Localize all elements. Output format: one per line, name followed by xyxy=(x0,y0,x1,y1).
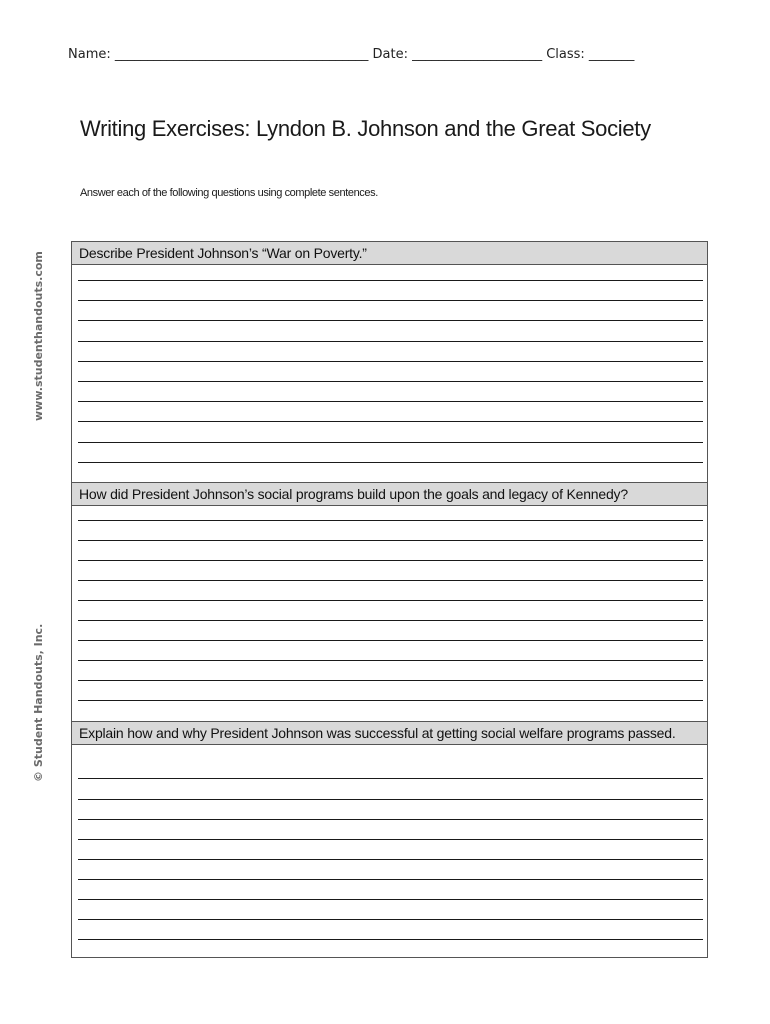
answer-line xyxy=(78,421,703,422)
answer-line xyxy=(78,520,703,521)
copyright-watermark: © Student Handouts, Inc. xyxy=(32,623,45,782)
answer-line xyxy=(78,560,703,561)
answer-line xyxy=(78,600,703,601)
answer-line xyxy=(78,620,703,621)
answer-line xyxy=(78,839,703,840)
answer-line xyxy=(78,660,703,661)
answer-line xyxy=(78,640,703,641)
answer-line xyxy=(78,700,703,701)
answer-line xyxy=(78,580,703,581)
answer-line xyxy=(78,401,703,402)
question-section-2 xyxy=(72,482,707,721)
answer-line xyxy=(78,300,703,301)
question-2-prompt: How did President Johnson’s social programs build upon the goals and legacy of Kennedy? xyxy=(72,482,707,506)
question-1-prompt: Describe President Johnson’s “War on Poverty.” xyxy=(72,242,707,265)
page-title: Writing Exercises: Lyndon B. Johnson and the Great Society xyxy=(80,116,651,141)
answer-line xyxy=(78,462,703,463)
instructions: Answer each of the following questions using complete sentences. xyxy=(80,187,378,199)
answer-line xyxy=(78,341,703,342)
answer-line xyxy=(78,442,703,443)
answer-line xyxy=(78,799,703,800)
answer-line xyxy=(78,899,703,900)
answer-line xyxy=(78,859,703,860)
question-3-prompt: Explain how and why President Johnson was successful at getting social welfare programs passed. xyxy=(72,721,707,745)
answer-line xyxy=(78,280,703,281)
answer-line xyxy=(78,919,703,920)
answer-line xyxy=(78,320,703,321)
answer-line xyxy=(78,939,703,940)
answer-line xyxy=(78,680,703,681)
name-date-class-line: Name: _______________________________________ Date: ____________________ Class: _______ xyxy=(68,47,635,62)
answer-line xyxy=(78,540,703,541)
worksheet-table xyxy=(71,241,708,958)
answer-line xyxy=(78,879,703,880)
answer-line xyxy=(78,381,703,382)
question-section-1 xyxy=(72,242,707,482)
answer-line xyxy=(78,361,703,362)
answer-line xyxy=(78,819,703,820)
answer-line xyxy=(78,778,703,779)
website-watermark: www.studenthandouts.com xyxy=(32,251,45,421)
question-section-3 xyxy=(72,721,707,957)
